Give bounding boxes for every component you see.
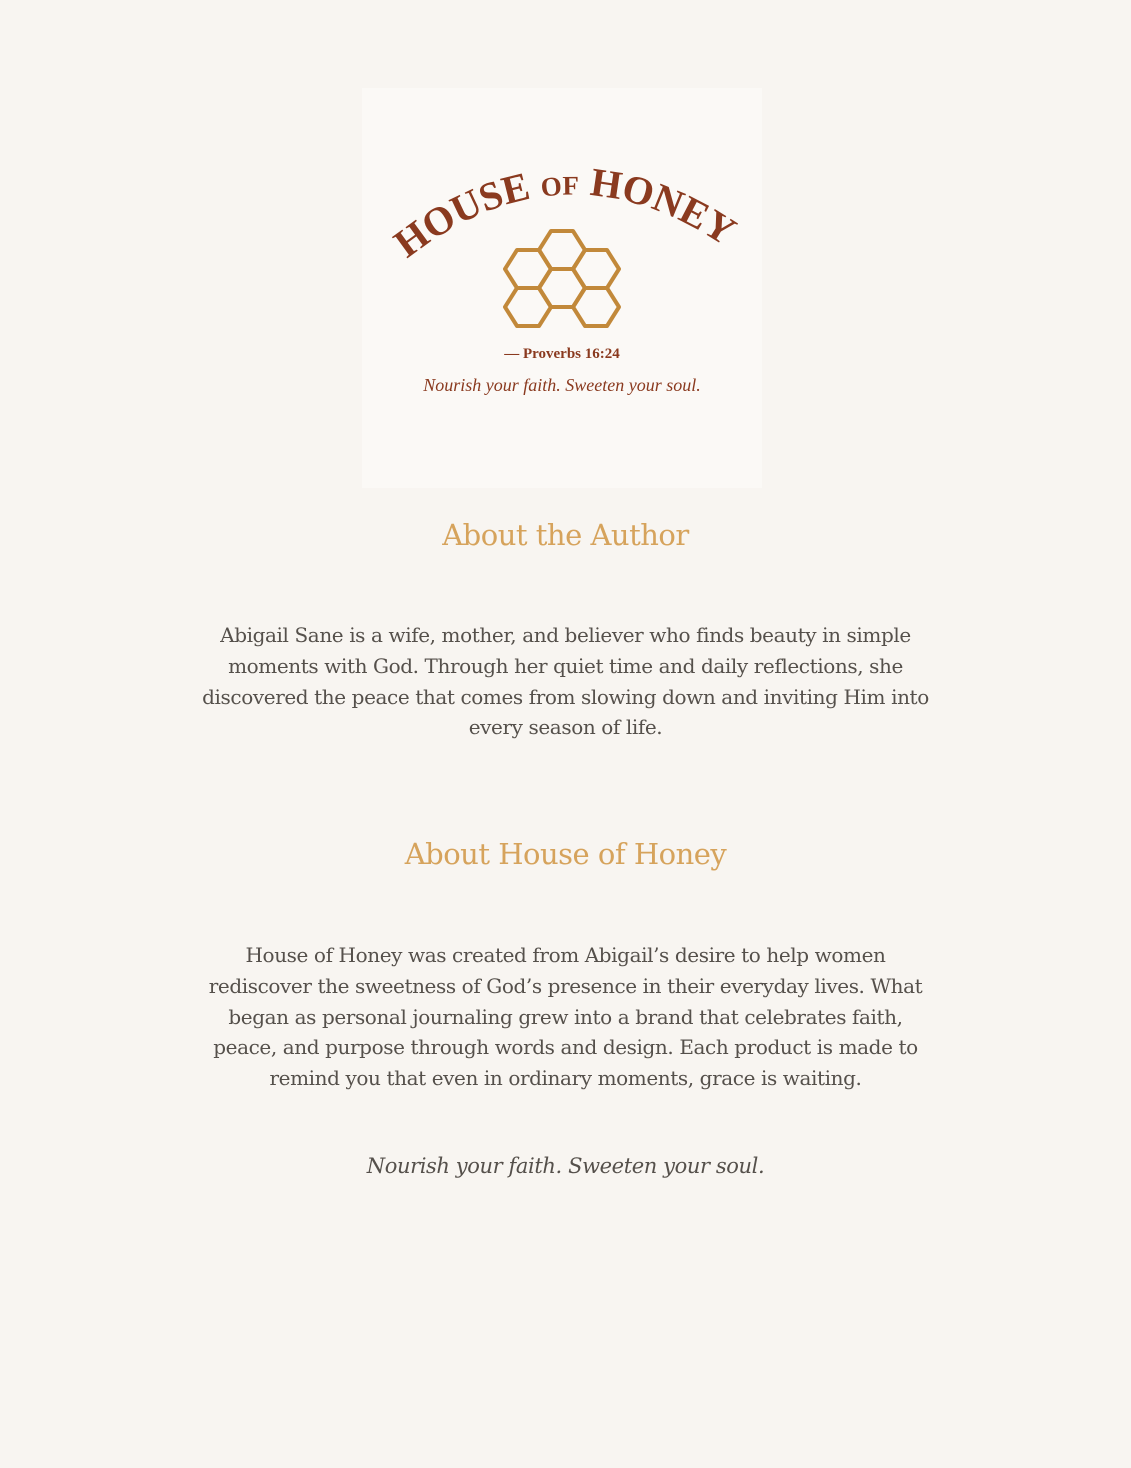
honeycomb-icon: [505, 231, 619, 326]
closing-tagline: Nourish your faith. Sweeten your soul.: [366, 1154, 765, 1178]
about-author-heading: About the Author: [442, 518, 689, 552]
logo-graphic: [362, 88, 762, 488]
logo-brand-text: HOUSE OF HONEY: [385, 159, 744, 267]
logo: [362, 88, 762, 488]
about-author-text: Abigail Sane is a wife, mother, and believer who finds beauty in simple moments with God. Through her quiet time and daily reflections, she discovered the peace that comes from slowing down and inviting Him into every season of life.: [202, 623, 929, 740]
about-brand-text: House of Honey was created from Abigail’s desire to help women rediscover the sweetness of God’s presence in their everyday lives. What began as personal journaling grew into a brand that celebrates faith, peace, and purpose through words and design. Each product is made to remind you that even in ordinary moments, grace is waiting.: [208, 943, 923, 1091]
logo-tagline: Nourish your faith. Sweeten your soul.: [423, 375, 701, 395]
about-brand-heading: About House of Honey: [404, 837, 727, 871]
logo-scripture-reference: — Proverbs 16:24: [504, 346, 620, 362]
